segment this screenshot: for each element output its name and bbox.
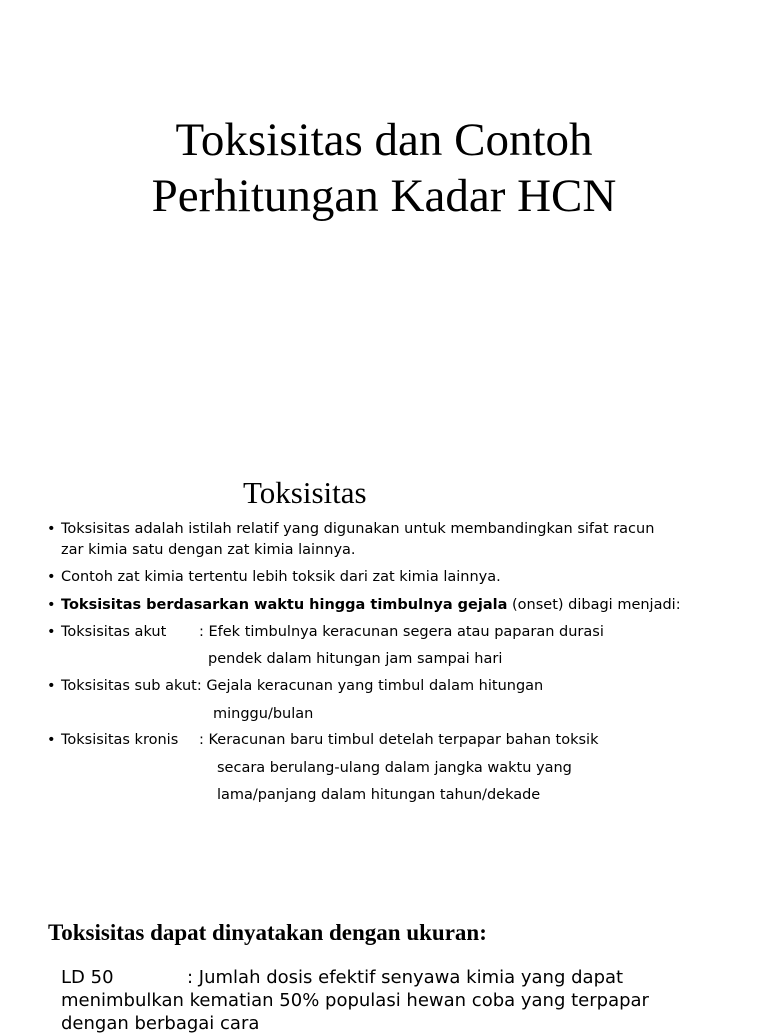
bullet-5-line-1: Toksisitas sub akut: Gejala keracunan yang timbul dalam hitungan [61,678,544,694]
slide-title-line-1: Toksisitas dan Contoh [175,114,593,166]
bullet-4-label: Toksisitas akut [61,624,167,640]
ld50-definition [61,966,649,1035]
ld50-line-3: dengan berbagai cara [61,1013,260,1034]
bullet-marker: • [47,624,56,640]
bullet-1-line-1: Toksisitas adalah istilah relatif yang digunakan untuk membandingkan sifat racun [61,521,655,537]
bullet-marker: • [47,597,56,613]
bullet-6-line-3: lama/panjang dalam hitungan tahun/dekade [217,787,541,803]
bullet-4-line-2: pendek dalam hitungan jam sampai hari [208,651,503,667]
slide-title [0,112,768,224]
slide-title-line-2: Perhitungan Kadar HCN [151,170,617,222]
ld50-line-1 [61,966,649,989]
bullet-4-line-1: : Efek timbulnya keracunan segera atau paparan durasi [199,624,604,640]
bullet-5-line-2: minggu/bulan [213,706,314,722]
bullet-1-line-2: zar kimia satu dengan zat kimia lainnya. [61,542,356,558]
ld50-text-1: : Jumlah dosis efektif senyawa kimia yang dapat [187,967,624,988]
ukuran-heading: Toksisitas dapat dinyatakan dengan ukuran: [48,920,487,945]
bullet-marker: • [47,732,56,748]
bullet-marker: • [47,569,56,585]
bullet-6-line-2: secara berulang-ulang dalam jangka waktu yang [217,760,572,776]
bullet-6-line-1: : Keracunan baru timbul detelah terpapar bahan toksik [199,732,599,748]
bullet-3-line-1 [61,595,681,615]
bullet-3-rest-text: (onset) dibagi menjadi: [507,597,681,613]
bullet-6-label: Toksisitas kronis [61,732,179,748]
bullet-marker: • [47,521,56,537]
section-heading: Toksisitas [243,475,367,510]
bullet-3-bold-text: Toksisitas berdasarkan waktu hingga timbulnya gejala [61,597,508,613]
ld50-line-2: menimbulkan kematian 50% populasi hewan coba yang terpapar [61,990,649,1011]
bullet-2-line-1: Contoh zat kimia tertentu lebih toksik dari zat kimia lainnya. [61,569,501,585]
ld50-label: LD 50 [61,967,114,988]
bullet-marker: • [47,678,56,694]
